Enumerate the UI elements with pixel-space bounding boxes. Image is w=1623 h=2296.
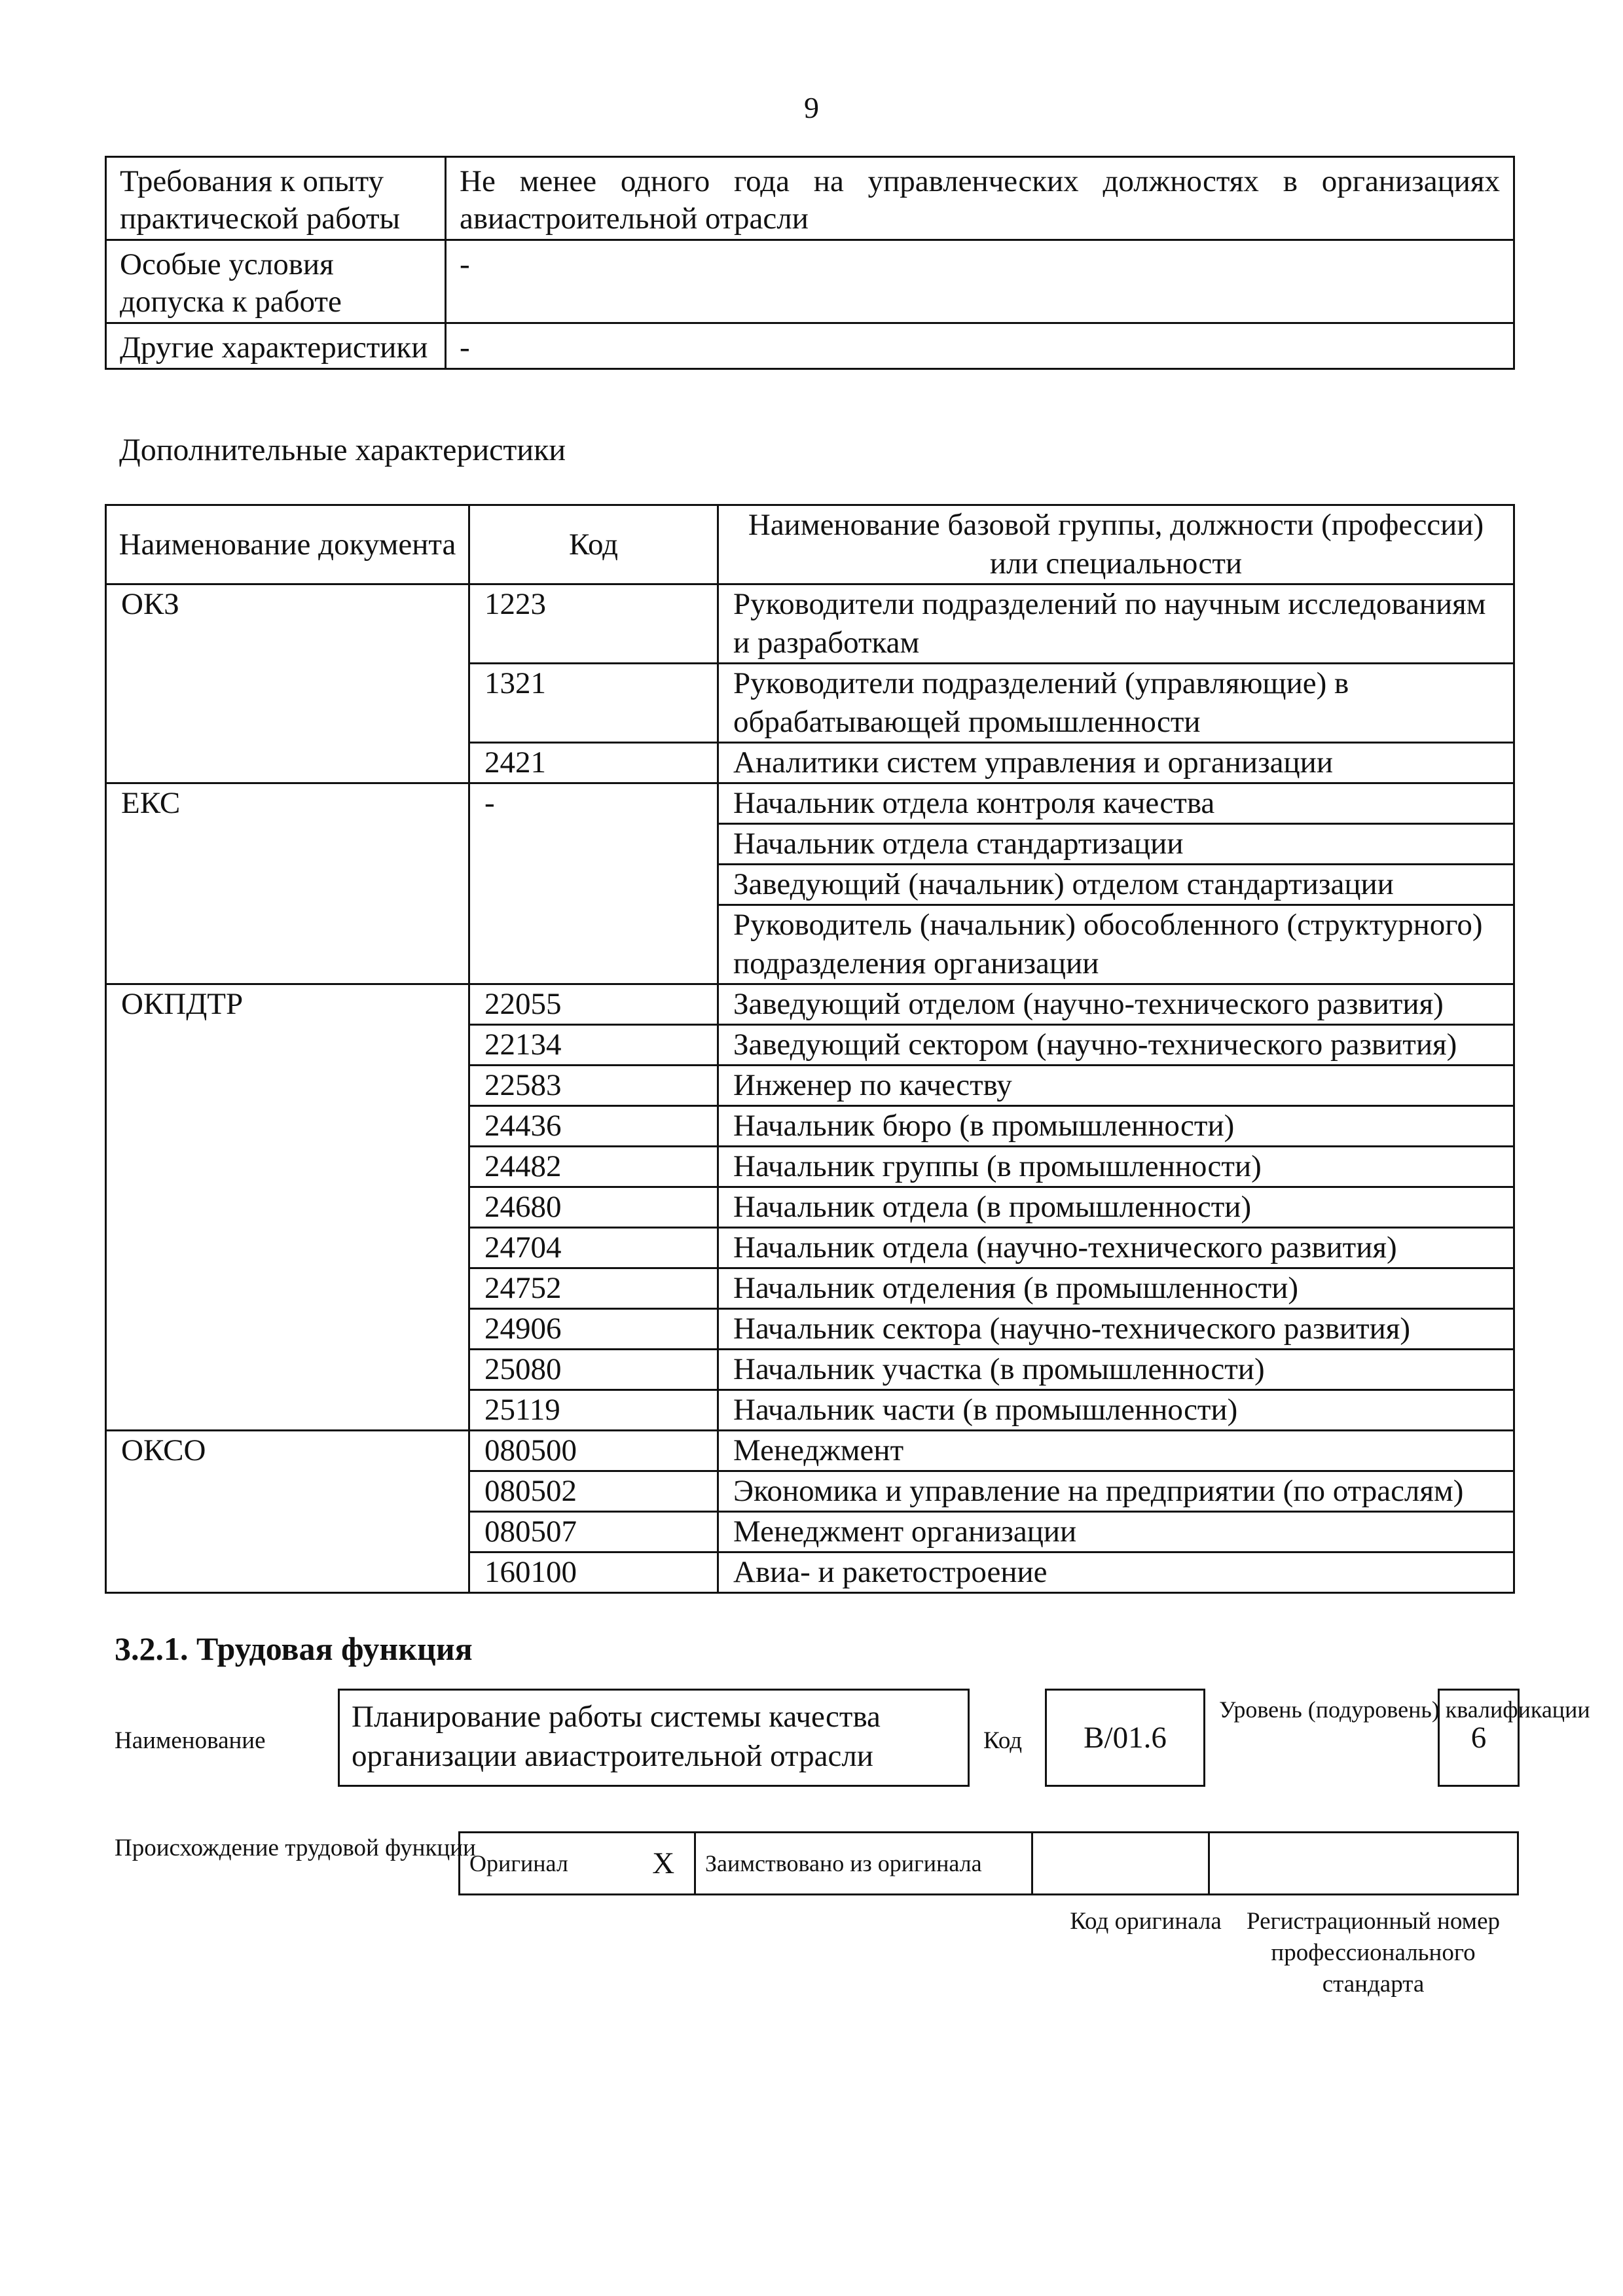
code-cell: 2421 xyxy=(469,743,718,783)
original-mark: X xyxy=(633,1833,695,1895)
borrowed-label: Заимствовано из оригинала xyxy=(695,1833,1032,1895)
code-cell: 1223 xyxy=(469,584,718,664)
code-cell: 24752 xyxy=(469,1268,718,1309)
original-code-cell xyxy=(1032,1833,1209,1895)
code-cell: 25080 xyxy=(469,1350,718,1390)
page-number: 9 xyxy=(804,91,819,124)
table-row xyxy=(106,783,1514,824)
qualification-level-label: Уровень (подуровень) квалификации xyxy=(1219,1696,1590,1723)
code-cell: - xyxy=(469,783,718,984)
occupation-name: Заведующий сектором (научно-технического развития) xyxy=(718,1025,1514,1066)
table-row xyxy=(106,1431,1514,1471)
table-row xyxy=(106,240,1514,323)
code-cell: 24436 xyxy=(469,1106,718,1147)
requirement-value: - xyxy=(446,323,1514,369)
requirement-label: Требования к опыту практической работы xyxy=(106,157,446,240)
occupation-name: Начальник части (в промышленности) xyxy=(718,1390,1514,1431)
code-cell: 080502 xyxy=(469,1471,718,1512)
code-cell: 22134 xyxy=(469,1025,718,1066)
occupation-name: Начальник отдела (научно-технического развития) xyxy=(718,1228,1514,1268)
occupation-name: Начальник отдела (в промышленности) xyxy=(718,1187,1514,1228)
code-cell: 25119 xyxy=(469,1390,718,1431)
requirement-value: - xyxy=(446,240,1514,323)
document-name: ОКПДТР xyxy=(106,984,469,1431)
document-name: ОКСО xyxy=(106,1431,469,1593)
occupation-name: Авиа- и ракетостроение xyxy=(718,1552,1514,1593)
code-cell: 1321 xyxy=(469,664,718,743)
column-header-name: Наименование базовой группы, должности (профессии) или специальности xyxy=(718,505,1514,584)
function-name-box: Планирование работы системы качества организации авиастроительной отрасли xyxy=(338,1689,970,1787)
function-code-box: B/01.6 xyxy=(1045,1689,1205,1787)
table-row xyxy=(106,984,1514,1025)
additional-characteristics-table xyxy=(105,504,1515,1594)
origin-label: Происхождение трудовой функции xyxy=(115,1835,476,1861)
origin-table xyxy=(458,1831,1519,1895)
requirement-value: Не менее одного года на управленческих должностях в организациях авиастроительной отрасли xyxy=(446,157,1514,240)
table-row xyxy=(106,157,1514,240)
occupation-name: Менеджмент xyxy=(718,1431,1514,1471)
code-cell: 080500 xyxy=(469,1431,718,1471)
code-cell: 22583 xyxy=(469,1066,718,1106)
occupation-name: Начальник отдела стандартизации xyxy=(718,824,1514,865)
qualification-level-box: 6 xyxy=(1438,1689,1520,1787)
code-cell: 24482 xyxy=(469,1147,718,1187)
occupation-name: Аналитики систем управления и организации xyxy=(718,743,1514,783)
occupation-name: Начальник сектора (научно-технического развития) xyxy=(718,1309,1514,1350)
occupation-name: Руководитель (начальник) обособленного (структурного) подразделения организации xyxy=(718,905,1514,984)
column-header-document: Наименование документа xyxy=(106,505,469,584)
occupation-name: Экономика и управление на предприятии (по отраслям) xyxy=(718,1471,1514,1512)
document-name: ЕКС xyxy=(106,783,469,984)
code-label: Код xyxy=(983,1727,1023,1754)
occupation-name: Инженер по качеству xyxy=(718,1066,1514,1106)
code-cell: 080507 xyxy=(469,1512,718,1552)
code-cell: 24704 xyxy=(469,1228,718,1268)
occupation-name: Заведующий отделом (научно-технического развития) xyxy=(718,984,1514,1025)
occupation-name: Начальник отдела контроля качества xyxy=(718,783,1514,824)
document-name: ОКЗ xyxy=(106,584,469,783)
table-row xyxy=(460,1833,1518,1895)
column-header-code: Код xyxy=(469,505,718,584)
occupation-name: Начальник участка (в промышленности) xyxy=(718,1350,1514,1390)
original-code-caption: Код оригинала xyxy=(1070,1908,1222,1935)
occupation-name: Начальник бюро (в промышленности) xyxy=(718,1106,1514,1147)
requirement-label: Другие характеристики xyxy=(106,323,446,369)
code-cell: 24680 xyxy=(469,1187,718,1228)
name-label: Наименование xyxy=(115,1727,266,1754)
occupation-name: Начальник группы (в промышленности) xyxy=(718,1147,1514,1187)
requirements-table xyxy=(105,156,1515,370)
code-cell: 22055 xyxy=(469,984,718,1025)
occupation-name: Менеджмент организации xyxy=(718,1512,1514,1552)
code-cell: 160100 xyxy=(469,1552,718,1593)
additional-characteristics-title: Дополнительные характеристики xyxy=(119,433,566,467)
labor-function-heading: 3.2.1. Трудовая функция xyxy=(115,1630,473,1667)
occupation-name: Руководители подразделений по научным исследованиям и разработкам xyxy=(718,584,1514,664)
occupation-name: Начальник отделения (в промышленности) xyxy=(718,1268,1514,1309)
occupation-name: Заведующий (начальник) отделом стандартизации xyxy=(718,865,1514,905)
registration-number-caption: Регистрационный номер профессионального стандарта xyxy=(1246,1908,1500,1998)
original-label: Оригинал xyxy=(460,1833,633,1895)
occupation-name: Руководители подразделений (управляющие) в обрабатывающей промышленности xyxy=(718,664,1514,743)
table-row xyxy=(106,584,1514,664)
requirement-label: Особые условия допуска к работе xyxy=(106,240,446,323)
table-row xyxy=(106,323,1514,369)
registration-number-cell xyxy=(1209,1833,1518,1895)
code-cell: 24906 xyxy=(469,1309,718,1350)
table-header-row xyxy=(106,505,1514,584)
